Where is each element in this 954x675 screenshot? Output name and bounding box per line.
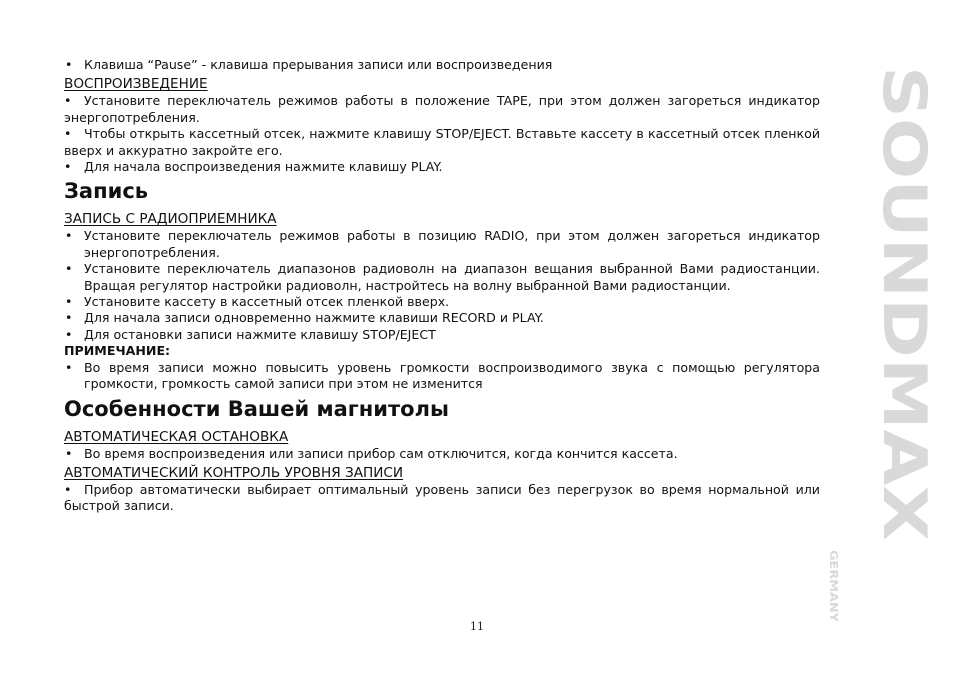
radio-item-1: • Установите переключатель режимов работы в позицию RADIO, при этом должен загореться индикатор энергопотребления.	[64, 228, 820, 261]
playback-item-1: • Установите переключатель режимов работы в положение TAPE, при этом должен загореться индикатор энергопотребления.	[64, 93, 820, 125]
note-label: ПРИМЕЧАНИЕ:	[64, 343, 171, 359]
subheading-playback: ВОСПРОИЗВЕДЕНИЕ	[64, 76, 208, 93]
brand-tagline: GERMANY	[827, 550, 840, 612]
radio-item-4: • Для начала записи одновременно нажмите клавиши RECORD и PLAY.	[64, 310, 820, 326]
playback-item-2: • Чтобы открыть кассетный отсек, нажмите клавишу STOP/EJECT. Вставьте кассету в кассетный отсек пленкой вверх и аккуратно закройте его.	[64, 126, 820, 158]
playback-item-3: • Для начала воспроизведения нажмите клавишу PLAY.	[64, 159, 443, 175]
manual-page-content	[64, 57, 820, 515]
radio-item-2: • Установите переключатель диапазонов радиоволн на диапазон вещания выбранной Вами радиостанции. Вращая регулятор настройки радиоволн, настройтесь на волну выбранной Вами радиостанции.	[64, 261, 820, 294]
auto-level-item: • Прибор автоматически выбирает оптимальный уровень записи без перегрузок во время нормальной или быстрой записи.	[64, 481, 820, 514]
section-title-recording: Запись	[64, 179, 149, 204]
brand-name: SOUNDMAX	[869, 66, 939, 462]
bullet-pause-key: • Клавиша “Pause” - клавиша прерывания записи или воспроизведения	[64, 57, 820, 73]
bullet-icon: •	[64, 481, 72, 497]
bullet-icon: •	[64, 159, 72, 175]
subheading-auto-level-control: АВТОМАТИЧЕСКИЙ КОНТРОЛЬ УРОВНЯ ЗАПИСИ	[64, 464, 404, 481]
subheading-auto-stop: АВТОМАТИЧЕСКАЯ ОСТАНОВКА	[64, 428, 289, 445]
bullet-icon: •	[64, 126, 72, 142]
auto-stop-item: • Во время воспроизведения или записи прибор сам отключится, когда кончится кассета.	[64, 446, 820, 462]
brand-logo-svg	[826, 66, 939, 626]
page-number: 11	[470, 620, 484, 633]
bullet-icon: •	[64, 93, 72, 109]
radio-item-3: • Установите кассету в кассетный отсек пленкой вверх.	[64, 294, 820, 310]
brand-logo	[826, 66, 939, 626]
subheading-radio-recording: ЗАПИСЬ С РАДИОПРИЕМНИКА	[64, 211, 277, 228]
radio-item-5: • Для остановки записи нажмите клавишу STOP/EJECT	[64, 327, 820, 343]
note-item: • Во время записи можно повысить уровень громкости воспроизводимого звука с помощью регулятора громкости, громкость самой записи при этом не изменится	[64, 360, 820, 393]
section-title-features: Особенности Вашей магнитолы	[64, 396, 449, 421]
